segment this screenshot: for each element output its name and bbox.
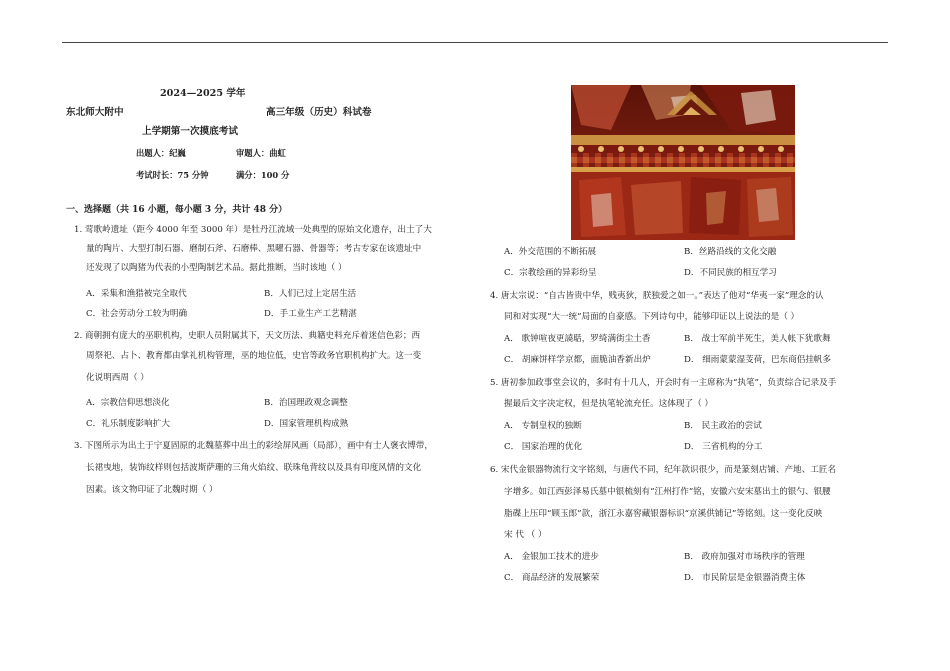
header-rule [62, 42, 888, 43]
option-b[interactable]: B．丝路沿线的文化交融 [684, 247, 777, 257]
option-d[interactable]: D．国家管理机构成熟 [264, 419, 349, 429]
school-year: 2024—2025 学年 [160, 88, 246, 99]
option-c[interactable]: C．宗教绘画的异彩纷呈 [504, 268, 597, 278]
option-a[interactable]: A．采集和渔猎被完全取代 [86, 289, 187, 299]
question-text-line: 还发现了以陶猪为代表的小型陶制艺术品。据此推断，当时该地（ ） [86, 263, 347, 273]
option-d[interactable]: D． 细雨蒙蒙湿芰荷，巴东商侣挂帆多 [684, 355, 832, 365]
question-text-line: 字增多。如江西彭泽易氏墓中银梳刻有“江州打作”铭，安徽六安宋墓出土的银勺、银腰 [504, 487, 831, 497]
question-text-line: 2. 商朝拥有庞大的巫职机构，史职人员附属其下，天文历法、典籍史料充斥着迷信色彩；西 [74, 331, 421, 341]
question-text-line: 握最后文字决定权，但是执笔轮流充任。这体现了（ ） [504, 399, 713, 409]
option-c[interactable]: C． 国家治理的优化 [504, 442, 583, 452]
question-text-line: 6. 宋代金银器物流行文字铭刻，与唐代不同，纪年款识很少，而是篆刻店铺、产地、工匠名 [490, 465, 837, 475]
full-score: 满分：100 分 [236, 170, 290, 180]
question-text-line: 脂碟上压印“顾玉郎”款，浙江永嘉窖藏银器标识“京溪供铺记”等铭刻。这一变化反映 [504, 509, 823, 519]
option-b[interactable]: B．人们已过上定居生活 [264, 289, 357, 299]
option-c[interactable]: C． 商品经济的发展繁荣 [504, 573, 600, 583]
option-a[interactable]: A．宗教信仰思想淡化 [86, 398, 170, 408]
school-name: 东北师大附中 [66, 107, 124, 118]
mural-painting-figure [571, 85, 795, 240]
option-a[interactable]: A．外交范围的不断拓展 [504, 247, 597, 257]
question-text-line: 5. 唐初参加政事堂会议的，多时有十几人，开会时有一主席称为“执笔”，负责综合记录及手 [490, 378, 837, 388]
option-b[interactable]: B． 民主政治的尝试 [684, 421, 762, 431]
question-setter: 出题人：纪巍 [136, 148, 186, 158]
question-text-line: 化说明西周（ ） [86, 373, 149, 383]
exam-duration: 考试时长：75 分钟 [136, 170, 209, 180]
question-text-line: 3. 下图所示为出土于宁夏固原的北魏墓葬中出土的彩绘屏风画（局部），画中有士人褒衣博带， [74, 441, 433, 451]
option-d[interactable]: D． 三省机构的分工 [684, 442, 763, 452]
question-text-line: 同和对实现“大一统”局面的自豪感。下列诗句中，能够印证以上说法的是（ ） [504, 312, 800, 322]
painting-artwork [571, 85, 795, 240]
question-text-line: 因素。该文物印证了北魏时期（ ） [86, 485, 218, 495]
question-text-line: 周祭祀、占卜、教育都由掌礼机构管理，巫的地位低，史官等政务官职机构扩大。这一变 [86, 351, 422, 361]
question-text-line: 量的陶片、大型打制石器、磨制石斧、石磨棒、黑曜石器、骨器等；考古专家在该遗址中 [86, 244, 422, 254]
question-text-line: 4. 唐太宗说：“自古皆贵中华，贱夷狄，朕独爱之如一。”表达了他对“华夷一家”理念的认 [490, 291, 824, 301]
option-a[interactable]: A． 金银加工技术的进步 [504, 552, 599, 562]
option-b[interactable]: B． 战士军前半死生，美人帐下犹歌舞 [684, 334, 831, 344]
option-c[interactable]: C．礼乐制度影响扩大 [86, 419, 170, 429]
option-b[interactable]: B． 政府加强对市场秩序的管理 [684, 552, 805, 562]
question-text-line: 1. 莺歌岭遗址（距今 4000 年至 3000 年）是牡丹江流域一处典型的原始文化遗存，出土了大 [74, 225, 432, 235]
question-reviewer: 审题人：曲虹 [236, 148, 286, 158]
question-text-line: 宋 代 （ ） [504, 530, 547, 540]
option-d[interactable]: D．手工业生产工艺精湛 [264, 309, 357, 319]
exam-subject-title: 高三年级（历史）科试卷 [266, 107, 372, 118]
option-d[interactable]: D． 市民阶层是金银器消费主体 [684, 573, 806, 583]
option-d[interactable]: D．不同民族的相互学习 [684, 268, 777, 278]
option-c[interactable]: C．社会劳动分工较为明确 [86, 309, 188, 319]
section-title: 一、选择题（共 16 小题，每小题 3 分，共计 48 分） [66, 205, 288, 215]
option-c[interactable]: C． 胡麻饼样学京都，面脆油香新出炉 [504, 355, 651, 365]
question-text-line: 长裙曳地，装饰纹样则包括波斯萨珊的三角火焰纹、联珠龟背纹以及具有印度风情的文化 [86, 463, 422, 473]
exam-name: 上学期第一次摸底考试 [142, 126, 238, 137]
option-a[interactable]: A． 歌钟喧夜更譊聒，罗绮满街尘土香 [504, 334, 651, 344]
option-b[interactable]: B．治国理政观念调整 [264, 398, 348, 408]
option-a[interactable]: A． 专制皇权的独断 [504, 421, 582, 431]
